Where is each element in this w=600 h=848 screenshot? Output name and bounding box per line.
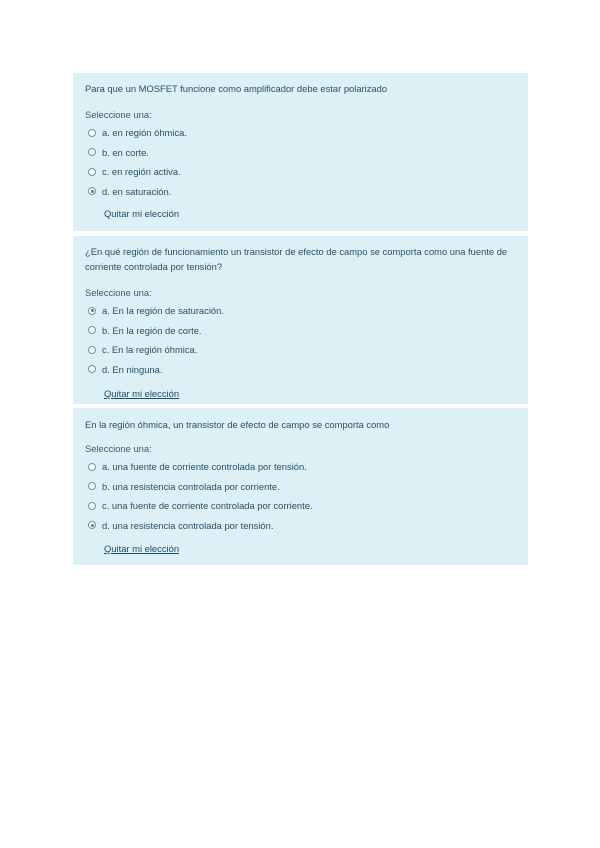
- option-b[interactable]: [85, 321, 516, 341]
- radio-button[interactable]: [88, 365, 96, 373]
- radio-button[interactable]: [88, 129, 96, 137]
- options-list: [85, 301, 516, 379]
- options-list: [85, 123, 516, 201]
- question-card-2: [73, 236, 528, 404]
- option-label: a. una fuente de corriente controlada por tensión.: [102, 461, 307, 473]
- option-c[interactable]: [85, 496, 516, 516]
- question-card-3: [73, 408, 528, 565]
- option-c[interactable]: [85, 340, 516, 360]
- options-list: [85, 457, 516, 535]
- option-label: c. En la región óhmica.: [102, 344, 198, 356]
- question-text: En la región óhmica, un transistor de efecto de campo se comporta como: [85, 419, 390, 430]
- option-label: a. en región óhmica.: [102, 127, 187, 139]
- radio-button[interactable]: [88, 148, 96, 156]
- radio-button[interactable]: [88, 502, 96, 510]
- option-d[interactable]: [85, 516, 516, 536]
- radio-button[interactable]: [88, 463, 96, 471]
- select-prompt: Seleccione una:: [85, 109, 152, 120]
- option-a[interactable]: [85, 457, 516, 477]
- option-label: d. una resistencia controlada por tensión.: [102, 519, 274, 531]
- radio-button-selected[interactable]: [88, 307, 96, 315]
- option-label: c. en región activa.: [102, 166, 181, 178]
- option-b[interactable]: [85, 143, 516, 163]
- option-label: a. En la región de saturación.: [102, 305, 224, 317]
- select-prompt: Seleccione una:: [85, 443, 152, 454]
- option-a[interactable]: [85, 123, 516, 143]
- option-b[interactable]: [85, 477, 516, 497]
- option-c[interactable]: [85, 162, 516, 182]
- select-prompt: Seleccione una:: [85, 287, 152, 298]
- radio-button-selected[interactable]: [88, 187, 96, 195]
- clear-choice-link[interactable]: Quitar mi elección: [104, 208, 180, 219]
- radio-button[interactable]: [88, 482, 96, 490]
- option-label: d. En ninguna.: [102, 363, 163, 375]
- radio-button[interactable]: [88, 326, 96, 334]
- question-card-1: [73, 73, 528, 231]
- radio-button[interactable]: [88, 168, 96, 176]
- question-text: ¿En qué región de funcionamiento un transistor de efecto de campo se comporta como una fuente de corriente controlada por tensión?: [85, 246, 508, 272]
- option-label: d. en saturación.: [102, 185, 172, 197]
- radio-button-selected[interactable]: [88, 521, 96, 529]
- option-a[interactable]: [85, 301, 516, 321]
- option-label: b. en corte.: [102, 146, 149, 158]
- clear-choice-link[interactable]: Quitar mi elección: [104, 543, 180, 554]
- option-label: b. una resistencia controlada por corriente.: [102, 480, 280, 492]
- option-label: c. una fuente de corriente controlada por corriente.: [102, 500, 313, 512]
- radio-button[interactable]: [88, 346, 96, 354]
- option-d[interactable]: [85, 182, 516, 202]
- option-label: b. En la región de corte.: [102, 324, 202, 336]
- question-text: Para que un MOSFET funcione como amplificador debe estar polarizado: [85, 83, 388, 94]
- clear-choice-link[interactable]: Quitar mi elección: [104, 388, 180, 399]
- option-d[interactable]: [85, 360, 516, 380]
